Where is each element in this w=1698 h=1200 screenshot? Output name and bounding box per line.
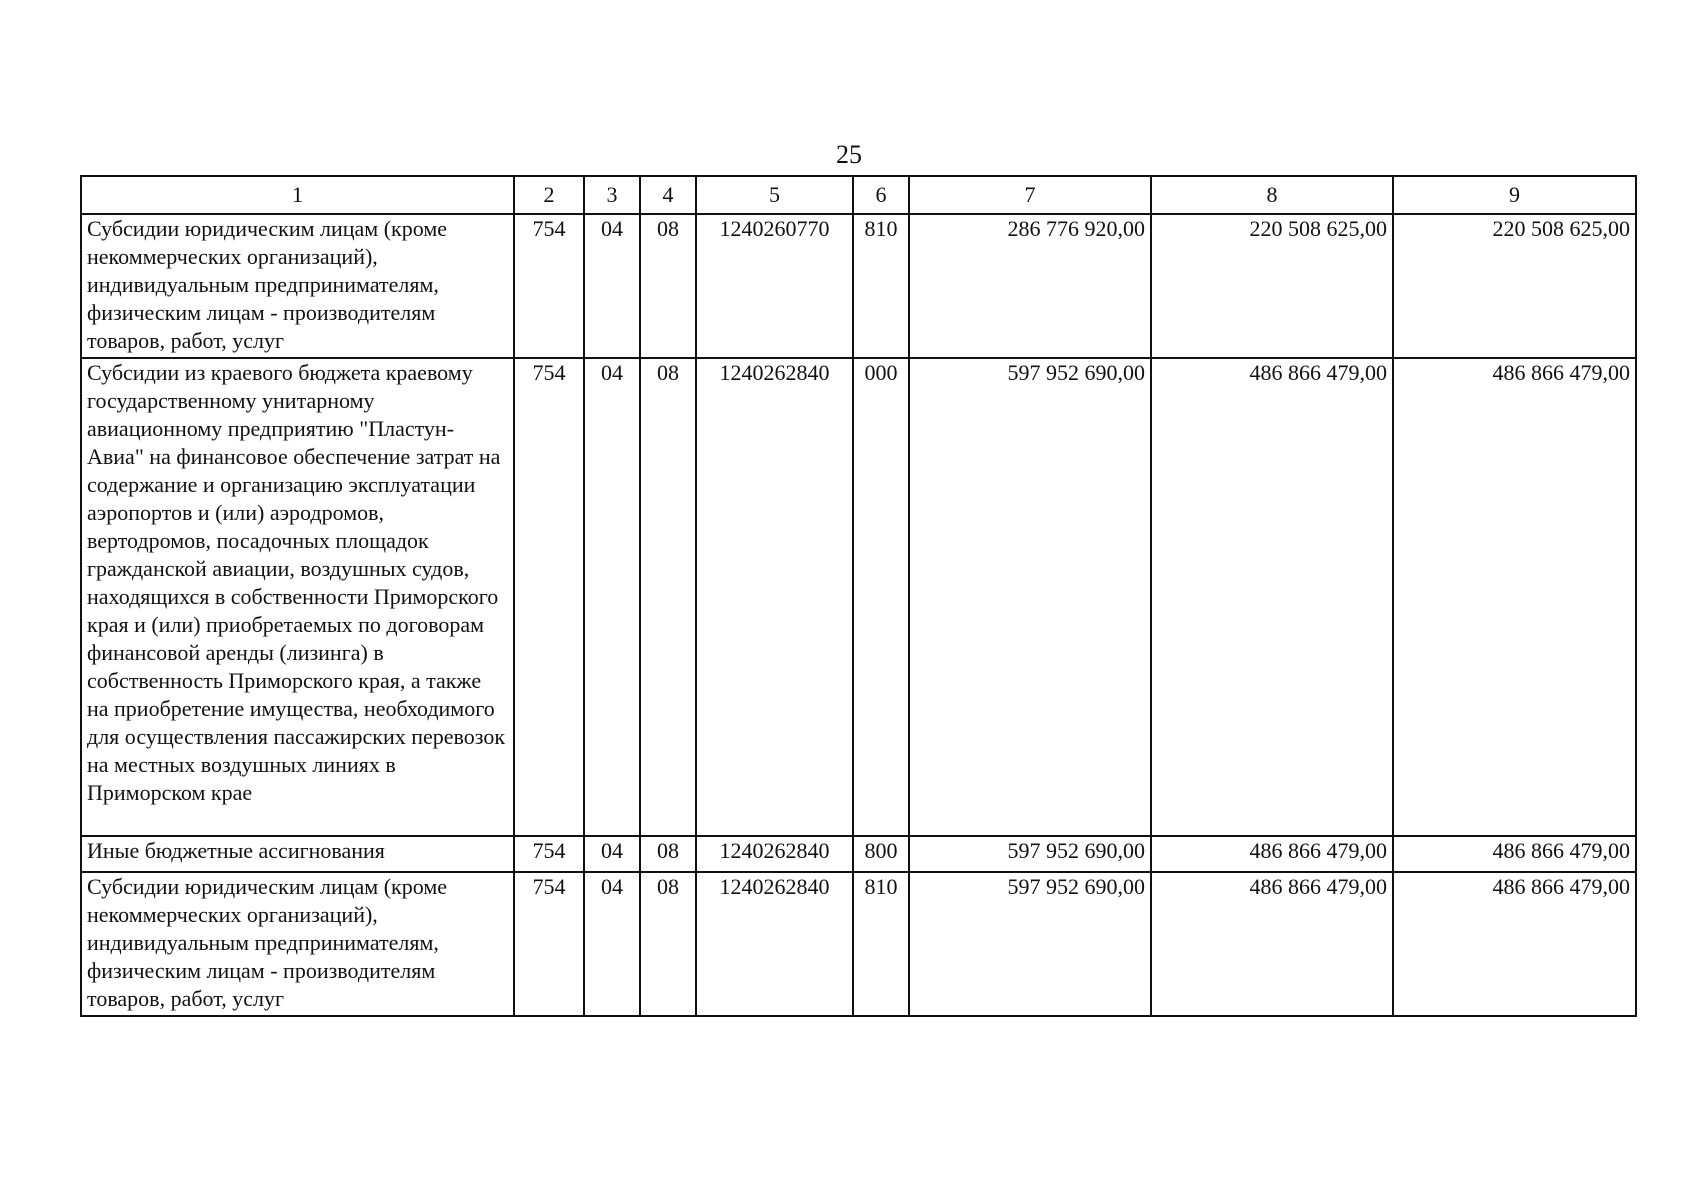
row-description: Субсидии из краевого бюджета краевому государственному унитарному авиационному предприятию "Пластун-Авиа" на финансовое обеспечение затрат на содержание и организацию эксплуатации аэропортов и (или) аэродромов, вертодромов, посадочных площадок гражданской авиации, воздушных судов, находящихся в собственности Приморского края и (или) приобретаемых по договорам финансовой аренды (лизинга) в собственность Приморского края, а также на приобретение имущества, необходимого для осуществления пассажирских перевозок на местных воздушных линиях в Приморском крае xyxy=(81,358,514,836)
row-amount-7: 597 952 690,00 xyxy=(909,872,1151,1016)
header-row xyxy=(81,176,1636,214)
row-description: Иные бюджетные ассигнования xyxy=(81,836,514,872)
row-code-6: 000 xyxy=(853,358,909,836)
row-amount-9: 486 866 479,00 xyxy=(1393,872,1636,1016)
header-col-8: 8 xyxy=(1151,176,1393,214)
table-row xyxy=(81,214,1636,358)
row-amount-9: 486 866 479,00 xyxy=(1393,358,1636,836)
row-code-3: 04 xyxy=(584,358,640,836)
row-code-3: 04 xyxy=(584,214,640,358)
row-code-5: 1240262840 xyxy=(696,872,853,1016)
table-row xyxy=(81,358,1636,836)
row-code-5: 1240260770 xyxy=(696,214,853,358)
row-code-6: 810 xyxy=(853,214,909,358)
row-description: Субсидии юридическим лицам (кроме некоммерческих организаций), индивидуальным предпринимателям, физическим лицам - производителям товаров, работ, услуг xyxy=(81,872,514,1016)
row-amount-8: 220 508 625,00 xyxy=(1151,214,1393,358)
budget-table xyxy=(80,175,1637,1017)
row-code-5: 1240262840 xyxy=(696,358,853,836)
row-amount-9: 220 508 625,00 xyxy=(1393,214,1636,358)
row-amount-8: 486 866 479,00 xyxy=(1151,872,1393,1016)
header-col-1: 1 xyxy=(81,176,514,214)
row-amount-7: 597 952 690,00 xyxy=(909,836,1151,872)
header-col-5: 5 xyxy=(696,176,853,214)
table-row xyxy=(81,872,1636,1016)
row-amount-8: 486 866 479,00 xyxy=(1151,358,1393,836)
row-code-6: 800 xyxy=(853,836,909,872)
row-code-2: 754 xyxy=(514,358,584,836)
row-code-3: 04 xyxy=(584,836,640,872)
row-code-2: 754 xyxy=(514,214,584,358)
row-code-2: 754 xyxy=(514,836,584,872)
row-code-3: 04 xyxy=(584,872,640,1016)
row-code-6: 810 xyxy=(853,872,909,1016)
row-code-4: 08 xyxy=(640,872,696,1016)
header-col-6: 6 xyxy=(853,176,909,214)
header-col-4: 4 xyxy=(640,176,696,214)
row-code-2: 754 xyxy=(514,872,584,1016)
header-col-3: 3 xyxy=(584,176,640,214)
row-code-5: 1240262840 xyxy=(696,836,853,872)
row-amount-7: 286 776 920,00 xyxy=(909,214,1151,358)
row-amount-7: 597 952 690,00 xyxy=(909,358,1151,836)
row-code-4: 08 xyxy=(640,214,696,358)
header-col-2: 2 xyxy=(514,176,584,214)
row-description: Субсидии юридическим лицам (кроме некоммерческих организаций), индивидуальным предпринимателям, физическим лицам - производителям товаров, работ, услуг xyxy=(81,214,514,358)
row-amount-8: 486 866 479,00 xyxy=(1151,836,1393,872)
table-row xyxy=(81,836,1636,872)
row-amount-9: 486 866 479,00 xyxy=(1393,836,1636,872)
page-number: 25 xyxy=(836,140,862,169)
row-code-4: 08 xyxy=(640,836,696,872)
header-col-9: 9 xyxy=(1393,176,1636,214)
row-code-4: 08 xyxy=(640,358,696,836)
header-col-7: 7 xyxy=(909,176,1151,214)
